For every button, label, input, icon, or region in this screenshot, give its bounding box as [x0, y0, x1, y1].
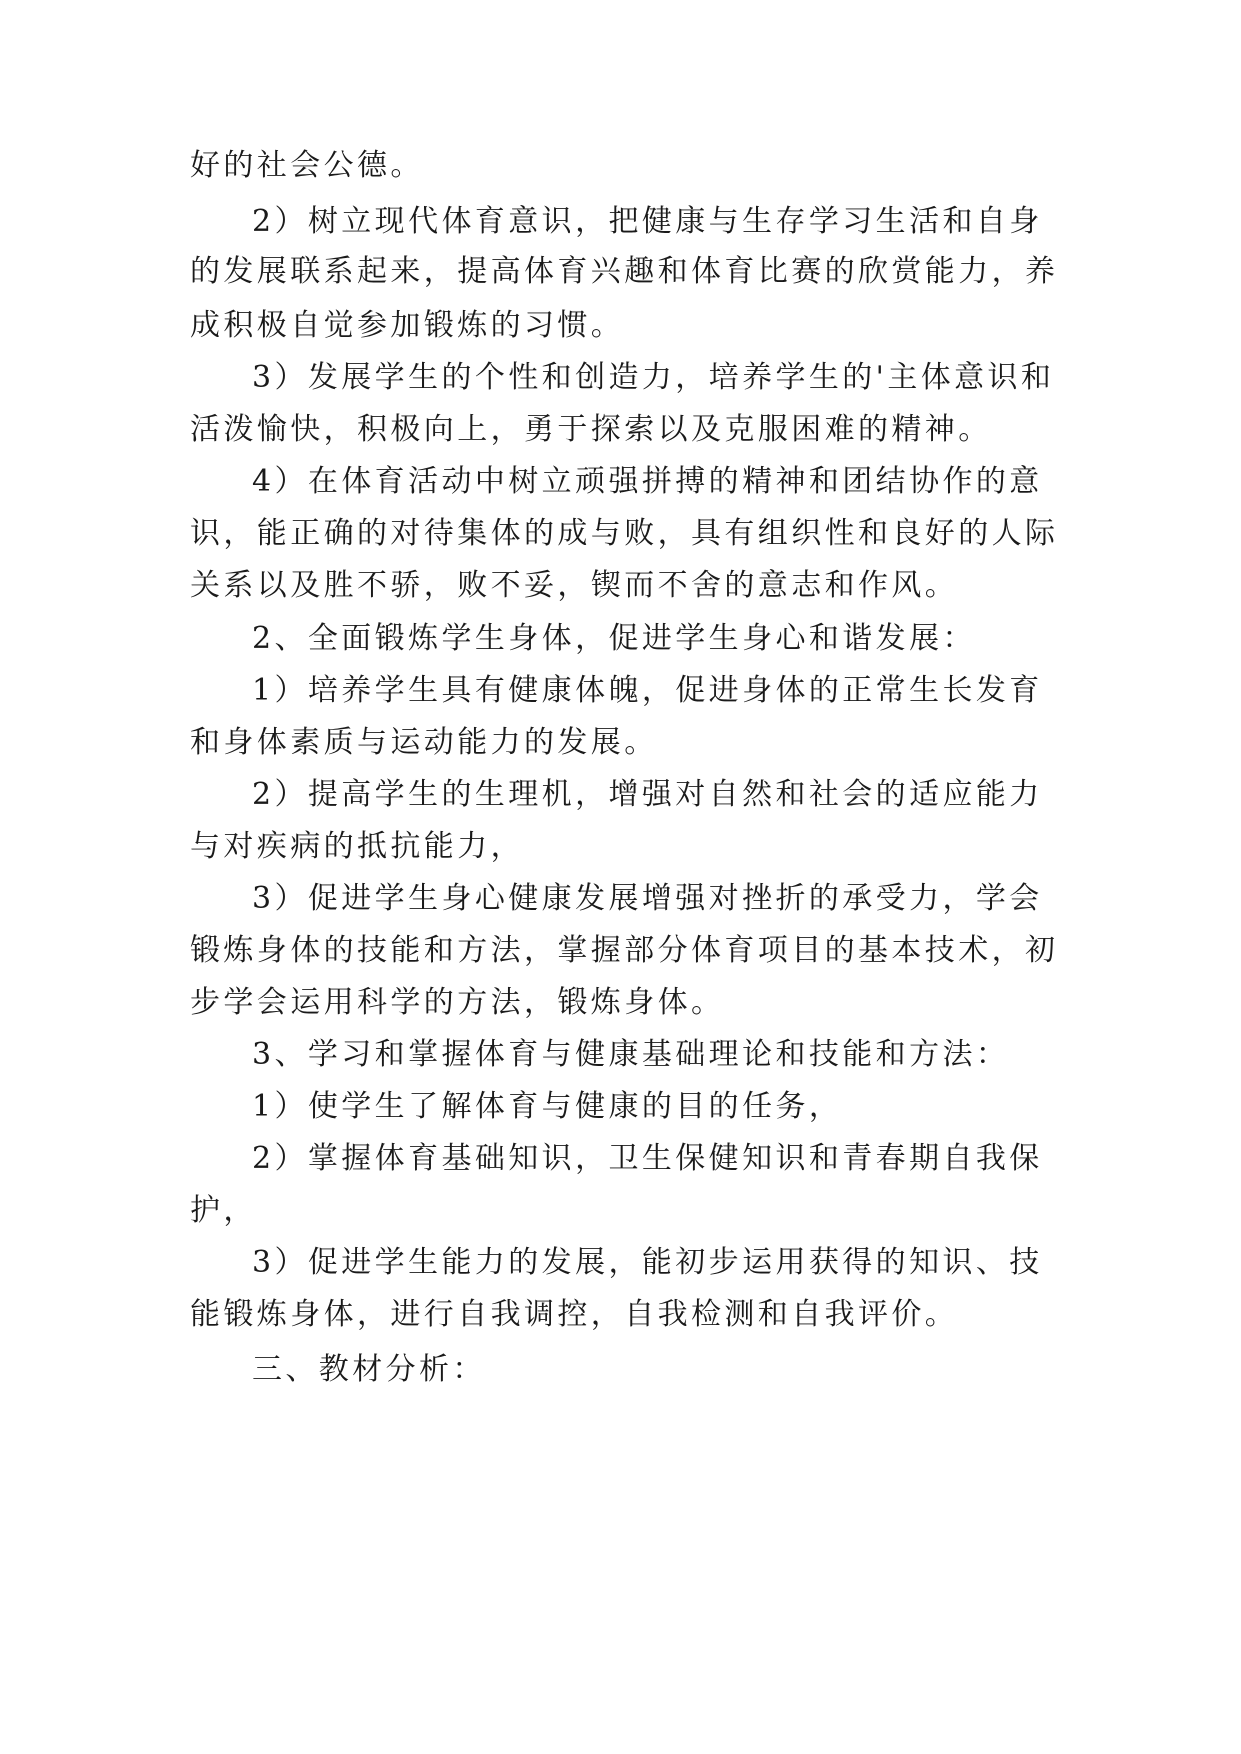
text-line: 1）培养学生具有健康体魄，促进身体的正常生长发育 — [252, 673, 1043, 708]
text-line: 识，能正确的对待集体的成与败，具有组织性和良好的人际 — [190, 516, 1059, 551]
section-heading: 三、教材分析： — [252, 1352, 486, 1387]
text-line: 2）掌握体育基础知识，卫生保健知识和青春期自我保 — [252, 1141, 1043, 1176]
text-line: 3）促进学生身心健康发展增强对挫折的承受力，学会 — [252, 881, 1043, 916]
text-line: 能锻炼身体，进行自我调控，自我检测和自我评价。 — [190, 1297, 959, 1332]
text-line: 锻炼身体的技能和方法，掌握部分体育项目的基本技术，初 — [190, 933, 1059, 968]
text-line: 与对疾病的抵抗能力， — [190, 829, 524, 864]
text-line: 2）树立现代体育意识，把健康与生存学习生活和自身 — [252, 204, 1043, 239]
text-line: 2）提高学生的生理机，增强对自然和社会的适应能力 — [252, 777, 1043, 812]
text-line: 和身体素质与运动能力的发展。 — [190, 725, 658, 760]
text-line: 3、学习和掌握体育与健康基础理论和技能和方法： — [252, 1037, 1010, 1072]
text-line: 3）发展学生的个性和创造力，培养学生的'主体意识和 — [252, 360, 1055, 395]
text-line: 2、全面锻炼学生身体，促进学生身心和谐发展： — [252, 621, 976, 656]
text-line: 3）促进学生能力的发展，能初步运用获得的知识、技 — [252, 1245, 1043, 1280]
text-line: 成积极自觉参加锻炼的习惯。 — [190, 308, 625, 343]
text-line: 步学会运用科学的方法，锻炼身体。 — [190, 985, 725, 1020]
text-line: 的发展联系起来，提高体育兴趣和体育比赛的欣赏能力，养 — [190, 254, 1059, 289]
text-line: 关系以及胜不骄，败不妥，锲而不舍的意志和作风。 — [190, 568, 959, 603]
text-line: 好的社会公德。 — [190, 148, 424, 183]
text-line: 护， — [190, 1193, 257, 1228]
text-line: 4）在体育活动中树立顽强拼搏的精神和团结协作的意 — [252, 464, 1043, 499]
text-line: 活泼愉快，积极向上，勇于探索以及克服困难的精神。 — [190, 412, 992, 447]
text-line: 1）使学生了解体育与健康的目的任务， — [252, 1089, 843, 1124]
